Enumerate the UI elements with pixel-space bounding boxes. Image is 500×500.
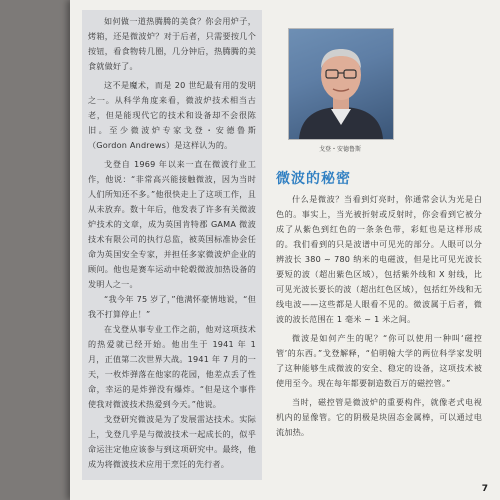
left-paragraph-4: “我今年 75 岁了，”他满怀豪情地说，“但我不打算停止！” — [88, 294, 256, 319]
photo-caption: 戈登・安德鲁斯 — [318, 146, 361, 153]
right-paragraph-2: 微波是如何产生的呢？“你可以使用一种叫‘磁控管’的东西。”戈登解释，“伯明翰大学的两位科学家发明了这种能够生成微波的安全、稳定的设备，这项技术被使用至今。现在每年都要制造数百万的磁控管。” — [276, 333, 482, 388]
left-paragraph-1: 如何做一道热腾腾的美食？你会用炉子，烤箱，还是微波炉？对于后者，只需要按几个按钮，看食物转几圈，几分钟后，热腾腾的美食就做好了。 — [88, 16, 256, 71]
section-title: 微波的秘密 — [276, 171, 351, 187]
left-paragraph-6: 戈登研究微波是为了发展雷达技术。实际上，戈登几乎是与微波技术一起成长的，似乎命运注定他应该参与到这项研究中。最终，他成为将微波技术应用于烹饪的先行者。 — [88, 414, 256, 469]
left-paragraph-3: 戈登自 1969 年以来一直在微波行业工作，他说：“非常高兴能接触微波，因为当时人们所知还不多。”他很快走上了这项工作，且从未放弃。数十年后，他发表了许多有关微波炉技术的文章，成为英国肯特郡 GAMA 微波技术有限公司的执行总监，被英国标准协会任命为英国安全专家，并担任多家微波炉企业的顾问。他也是赛车运动中轮毂微波加热设备的发明人之一。 — [88, 159, 256, 289]
left-paragraph-5: 在戈登从事专业工作之前，他对这项技术的热爱就已经开始。他出生于 1941 年 1 月，正值第二次世界大战。1941 年 7 月的一天，一枚炸弹落在他家的花园，他差点丢了性命，幸运的是炸弹没有爆炸。“但是这个事件使我对微波技术热爱到今天。”他说。 — [88, 324, 256, 409]
portrait-photo — [288, 28, 394, 140]
book-page — [70, 0, 500, 500]
left-paragraph-2: 这不是魔术，而是 20 世纪最有用的发明之一。从科学角度来看，微波炉技术相当古老，但是能现代它的技术和设备却不会很陈旧。至少微波炉专家戈登・安德鲁斯（Gordon Andrews）是这样认为的。 — [88, 80, 256, 150]
right-paragraph-3: 当时，磁控管是微波炉的重要构件，就像老式电视机内的显像管。它的阴极是块固态金属棒，可以通过电流加热。 — [276, 397, 482, 437]
portrait-illustration — [289, 29, 393, 139]
right-text-block — [276, 192, 482, 440]
right-column — [270, 10, 488, 490]
left-column — [82, 10, 262, 480]
page-number: 7 — [481, 484, 488, 494]
right-paragraph-1: 什么是微波？当看到灯亮时，你通常会认为光是白色的。事实上，当光被折射或反射时，你会看到它被分成了从紫色到红色的一条条色带，彩虹也是这样形成的。我们看到的只是波谱中可见光的部分。人眼可以分辨波长 380 ~ 780 纳米的电磁波，但是比可见光波长要短的波（超出紫色区域），包括紫外线和 X 射线，比可见光波长要长的波（超出红色区域），包括红外线和无线电波——这些都是人眼看不见的。微波属于后者，微波的波长范围在 1 毫米 ~ 1 米之间。 — [276, 194, 482, 324]
